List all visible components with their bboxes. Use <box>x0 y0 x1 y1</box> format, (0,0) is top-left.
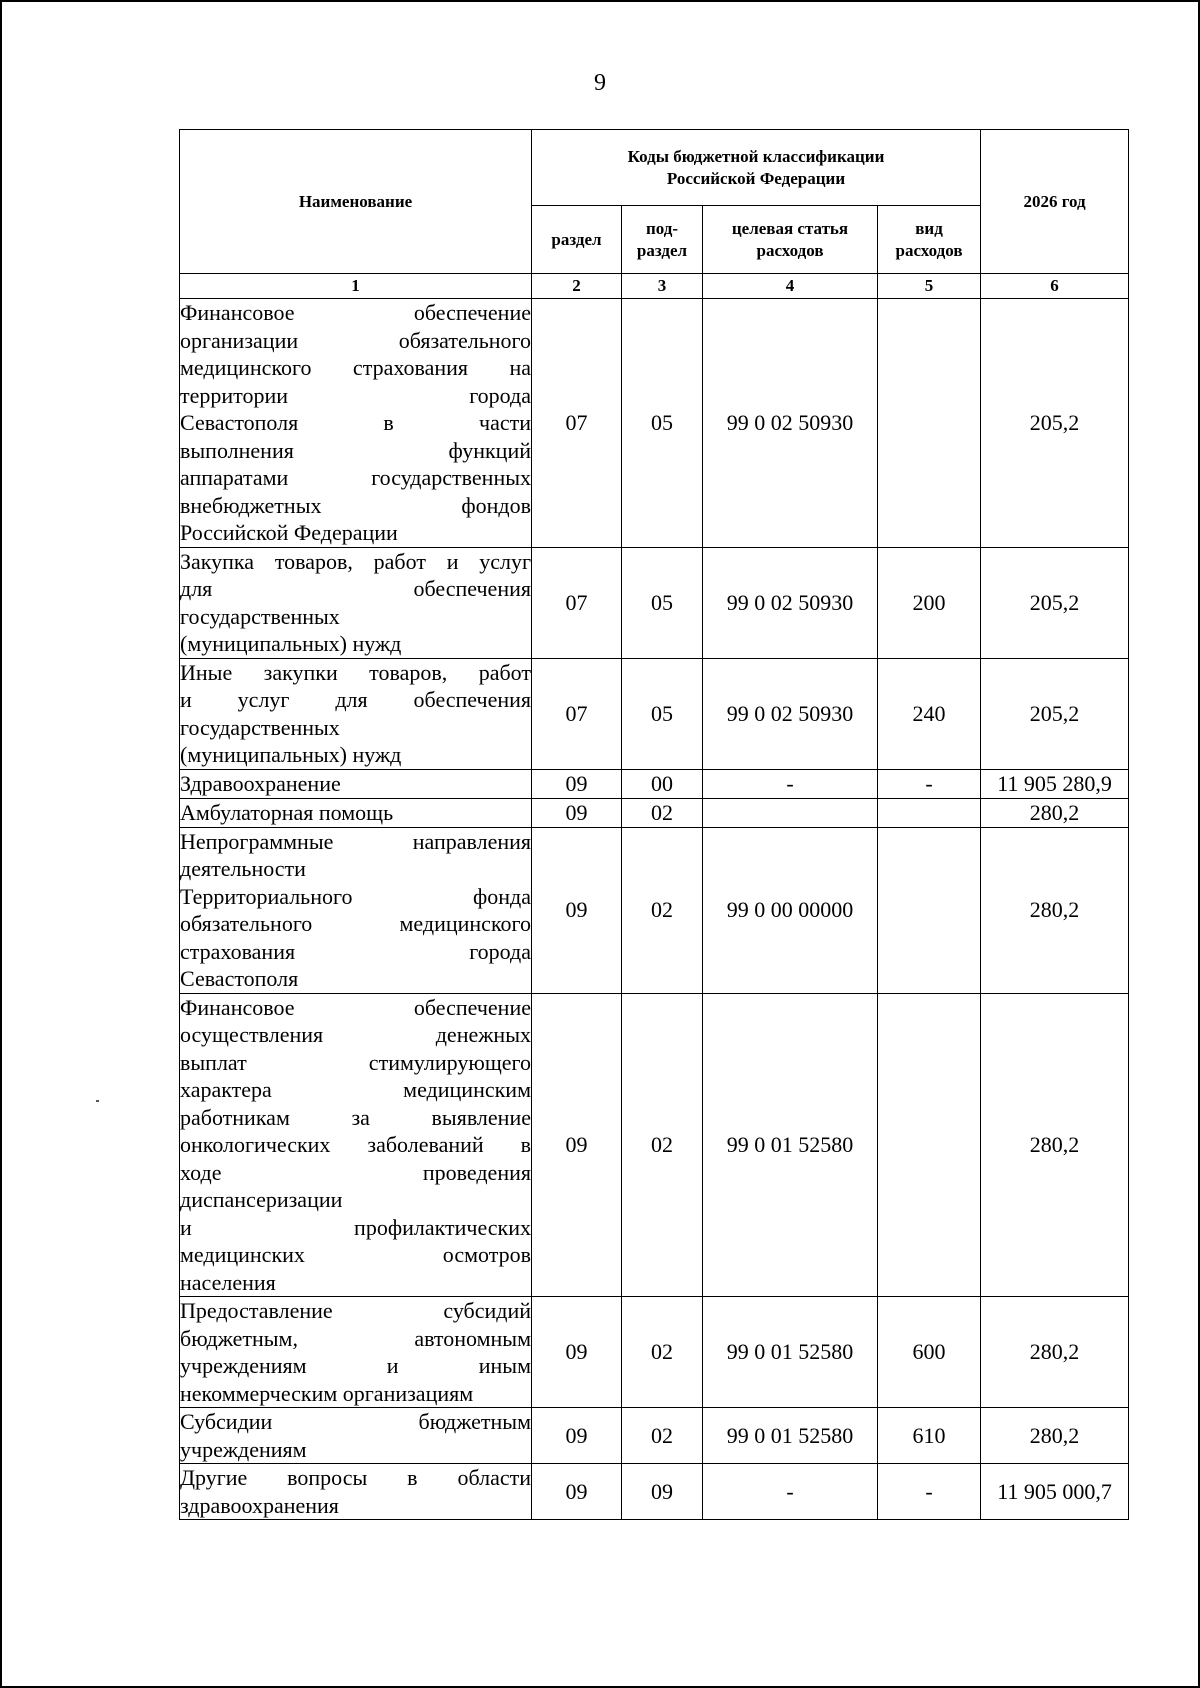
row-name-line: внебюджетных фондов <box>180 492 531 518</box>
row-name-line: Субсидии бюджетным <box>180 1409 531 1434</box>
row-name-line: Другие вопросы в области <box>180 1465 531 1490</box>
row-vid: - <box>878 1464 981 1520</box>
scan-artifact <box>96 1100 99 1102</box>
row-razdel: 09 <box>532 1408 622 1464</box>
header-codes-group <box>532 130 981 206</box>
row-name <box>180 1464 532 1520</box>
header-razdel: раздел <box>532 206 622 274</box>
row-name-line: Территориального фонда <box>180 883 531 909</box>
row-name <box>180 827 532 993</box>
row-name-line: для обеспечения <box>180 576 531 601</box>
row-name-line: Непрограммные направления <box>180 828 531 854</box>
row-vid: 600 <box>878 1297 981 1408</box>
row-name-line: аппаратами государственных <box>180 465 531 490</box>
header-celevaya <box>703 206 878 274</box>
table-body <box>180 299 1129 1520</box>
row-name-line: выполнения функций <box>180 437 531 463</box>
table-row <box>180 993 1129 1297</box>
row-vid: 610 <box>878 1408 981 1464</box>
row-amount: 11 905 280,9 <box>981 769 1129 798</box>
row-name-line: Севастополя <box>180 966 299 991</box>
row-razdel: 07 <box>532 658 622 769</box>
row-name-line: (муниципальных) нужд <box>180 631 402 656</box>
row-name-line: Амбулаторная помощь <box>180 799 394 825</box>
row-podrazdel: 05 <box>622 299 703 548</box>
row-vid <box>878 798 981 827</box>
table-row <box>180 1297 1129 1408</box>
row-name-line: территории города <box>180 382 531 408</box>
row-name-line: работникам за выявление <box>180 1104 531 1130</box>
row-celevaya: 99 0 02 50930 <box>703 299 878 548</box>
row-celevaya: 99 0 01 52580 <box>703 993 878 1297</box>
column-index: 1 <box>180 274 532 299</box>
header-year: 2026 год <box>981 130 1129 274</box>
row-name <box>180 1408 532 1464</box>
table-row <box>180 1408 1129 1464</box>
row-vid: 240 <box>878 658 981 769</box>
row-name-line: Российской Федерации <box>180 520 398 545</box>
header-name: Наименование <box>180 130 532 274</box>
table-row <box>180 299 1129 548</box>
row-amount: 11 905 000,7 <box>981 1464 1129 1520</box>
row-vid <box>878 993 981 1297</box>
column-index-row <box>180 274 1129 299</box>
row-amount: 280,2 <box>981 993 1129 1297</box>
row-celevaya: 99 0 02 50930 <box>703 547 878 658</box>
row-razdel: 07 <box>532 547 622 658</box>
row-amount: 205,2 <box>981 547 1129 658</box>
row-name-line: диспансеризации <box>180 1187 343 1212</box>
row-name-line: Финансовое обеспечение <box>180 994 531 1020</box>
row-podrazdel: 02 <box>622 1297 703 1408</box>
row-amount: 280,2 <box>981 827 1129 993</box>
header-codes-line-1: Коды бюджетной классификации <box>627 146 885 166</box>
row-celevaya: 99 0 01 52580 <box>703 1297 878 1408</box>
row-celevaya <box>703 798 878 827</box>
row-name-line: страхования города <box>180 938 531 964</box>
row-name <box>180 798 532 827</box>
column-index: 5 <box>878 274 981 299</box>
row-razdel: 09 <box>532 827 622 993</box>
row-name-line: медицинского страхования на <box>180 355 531 380</box>
row-vid: - <box>878 769 981 798</box>
header-podrazdel <box>622 206 703 274</box>
page-number: 9 <box>594 70 606 96</box>
column-index: 2 <box>532 274 622 299</box>
table-row <box>180 1464 1129 1520</box>
row-name <box>180 1297 532 1408</box>
row-celevaya: 99 0 00 00000 <box>703 827 878 993</box>
table-row <box>180 658 1129 769</box>
row-name-line: и услуг для обеспечения <box>180 687 531 712</box>
row-podrazdel: 05 <box>622 658 703 769</box>
row-name-line: Закупка товаров, работ и услуг <box>180 548 531 574</box>
header-celevaya-line-2: расходов <box>756 240 824 260</box>
row-name <box>180 769 532 798</box>
row-name-line: Севастополя в части <box>180 410 531 435</box>
table-row <box>180 827 1129 993</box>
row-amount: 205,2 <box>981 658 1129 769</box>
row-name-line: характера медицинским <box>180 1077 531 1102</box>
header-celevaya-line-1: целевая статья <box>731 218 849 238</box>
header-vid <box>878 206 981 274</box>
row-name-line: медицинских осмотров <box>180 1242 531 1267</box>
row-name-line: обязательного медицинского <box>180 911 531 936</box>
row-name-line: здравоохранения <box>180 1492 339 1518</box>
row-name <box>180 993 532 1297</box>
row-name-line: Здравоохранение <box>180 770 341 796</box>
row-name-line: ходе проведения <box>180 1159 531 1185</box>
header-vid-line-1: вид <box>915 218 943 238</box>
row-name-line: деятельности <box>180 856 306 881</box>
row-celevaya: 99 0 02 50930 <box>703 658 878 769</box>
row-name-line: организации обязательного <box>180 327 531 353</box>
row-amount: 280,2 <box>981 1408 1129 1464</box>
row-podrazdel: 00 <box>622 769 703 798</box>
row-name-line: Иные закупки товаров, работ <box>180 659 531 685</box>
row-podrazdel: 02 <box>622 1408 703 1464</box>
budget-table <box>179 129 1129 1520</box>
row-name-line: Финансовое обеспечение <box>180 300 531 325</box>
row-name-line: и профилактических <box>180 1214 531 1240</box>
row-vid: 200 <box>878 547 981 658</box>
row-razdel: 09 <box>532 1464 622 1520</box>
row-celevaya: - <box>703 1464 878 1520</box>
table-row <box>180 769 1129 798</box>
row-name-line: бюджетным, автономным <box>180 1325 531 1351</box>
row-name-line: учреждениям <box>180 1436 307 1462</box>
row-podrazdel: 02 <box>622 993 703 1297</box>
row-razdel: 09 <box>532 993 622 1297</box>
column-index: 6 <box>981 274 1129 299</box>
row-name-line: (муниципальных) нужд <box>180 742 402 767</box>
row-name <box>180 547 532 658</box>
row-name <box>180 299 532 548</box>
row-podrazdel: 05 <box>622 547 703 658</box>
row-name <box>180 658 532 769</box>
row-name-line: онкологических заболеваний в <box>180 1132 531 1157</box>
header-codes-line-2: Российской Федерации <box>666 168 846 188</box>
column-index: 4 <box>703 274 878 299</box>
row-celevaya: 99 0 01 52580 <box>703 1408 878 1464</box>
row-podrazdel: 02 <box>622 827 703 993</box>
header-row-top <box>180 130 1129 206</box>
row-name-line: Предоставление субсидий <box>180 1298 531 1323</box>
row-razdel: 07 <box>532 299 622 548</box>
row-podrazdel: 02 <box>622 798 703 827</box>
row-name-line: осуществления денежных <box>180 1022 531 1047</box>
row-amount: 280,2 <box>981 1297 1129 1408</box>
header-podrazdel-line-2: раздел <box>636 240 688 260</box>
row-razdel: 09 <box>532 798 622 827</box>
row-podrazdel: 09 <box>622 1464 703 1520</box>
table-row <box>180 547 1129 658</box>
header-podrazdel-line-1: под- <box>645 218 679 238</box>
row-vid <box>878 299 981 548</box>
row-name-line: выплат стимулирующего <box>180 1049 531 1075</box>
row-name-line: государственных <box>180 603 340 629</box>
row-vid <box>878 827 981 993</box>
row-name-line: государственных <box>180 714 340 740</box>
row-celevaya: - <box>703 769 878 798</box>
table-row <box>180 798 1129 827</box>
row-name-line: некоммерческим организациям <box>180 1380 474 1406</box>
header-vid-line-2: расходов <box>895 240 963 260</box>
row-razdel: 09 <box>532 769 622 798</box>
row-amount: 280,2 <box>981 798 1129 827</box>
column-index: 3 <box>622 274 703 299</box>
row-name-line: населения <box>180 1269 276 1295</box>
row-name-line: учреждениям и иным <box>180 1353 531 1378</box>
row-razdel: 09 <box>532 1297 622 1408</box>
row-amount: 205,2 <box>981 299 1129 548</box>
